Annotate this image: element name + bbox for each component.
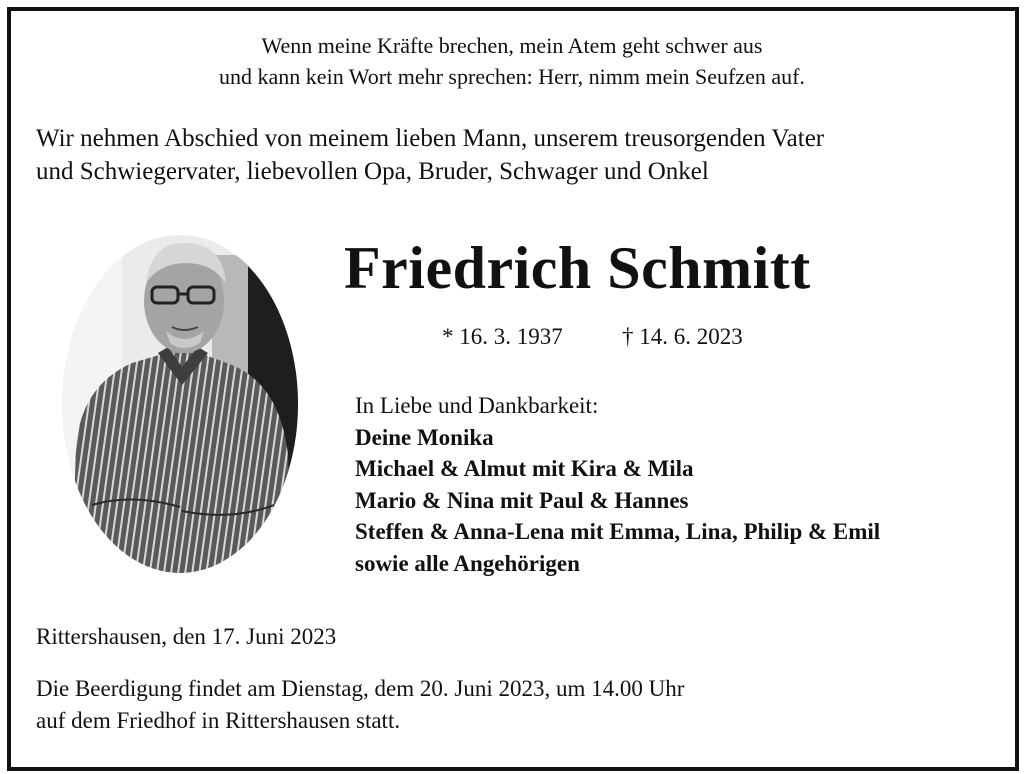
motto-verse xyxy=(0,30,1024,92)
motto-line-1: Wenn meine Kräfte brechen, mein Atem geht schwer aus xyxy=(261,33,763,58)
deceased-name: Friedrich Schmitt xyxy=(344,235,811,301)
mourner-name: Deine Monika xyxy=(355,424,494,450)
funeral-notice xyxy=(36,673,684,737)
birth-date: * 16. 3. 1937 xyxy=(442,324,563,349)
funeral-line-1: Die Beerdigung findet am Dienstag, dem 20. Juni 2023, um 14.00 Uhr xyxy=(36,676,685,701)
intro-line-1: Wir nehmen Abschied von meinem lieben Mann, unserem treusorgenden Vater xyxy=(36,125,825,152)
place-and-date: Rittershausen, den 17. Juni 2023 xyxy=(36,624,337,649)
portrait-photo xyxy=(62,235,298,573)
farewell-intro xyxy=(36,122,824,188)
mourners-intro: In Liebe und Dankbarkeit: xyxy=(355,393,599,418)
mourner-name: Steffen & Anna-Lena mit Emma, Lina, Philip & Emil xyxy=(355,519,881,544)
intro-line-2: und Schwiegervater, liebevollen Opa, Bruder, Schwager und Onkel xyxy=(36,158,709,185)
mourners-block xyxy=(355,390,880,579)
mourner-name: sowie alle Angehörigen xyxy=(355,550,580,576)
mourner-name: Michael & Almut mit Kira & Mila xyxy=(355,456,694,481)
death-date: † 14. 6. 2023 xyxy=(622,324,743,349)
funeral-line-2: auf dem Friedhof in Rittershausen statt. xyxy=(36,708,401,733)
motto-line-2: und kann kein Wort mehr sprechen: Herr, nimm mein Seufzen auf. xyxy=(219,64,805,89)
mourner-name: Mario & Nina mit Paul & Hannes xyxy=(355,487,689,513)
